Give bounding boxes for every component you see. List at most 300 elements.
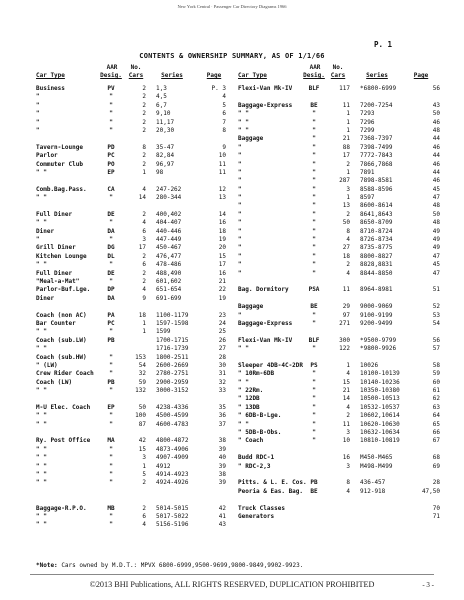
cell-series: 10140-10236 [360, 378, 400, 386]
cell-cars: 6 [142, 261, 146, 269]
cell-type: Peoria & Eas. Bag. [238, 487, 304, 495]
cell-type: Commuter Club [36, 160, 83, 168]
cell-page: 26 [218, 336, 226, 344]
table-row [238, 338, 438, 346]
cell-cars: 21 [342, 387, 350, 395]
header-page: Page [413, 72, 429, 79]
header-no: No. [130, 64, 142, 71]
cell-type: " " [36, 454, 47, 462]
cell-cars: 21 [342, 135, 350, 143]
cell-page: 5 [222, 101, 226, 109]
cell-desig: " [312, 118, 316, 126]
cell-series: 601,602 [156, 277, 182, 285]
cell-page: 67 [432, 437, 440, 445]
cell-series: 4907-4909 [156, 454, 189, 462]
cell-page: 62 [432, 395, 440, 403]
cell-desig: " [109, 412, 113, 420]
cell-series: 10620-10630 [360, 420, 400, 428]
note-text: Cars owned by M.D.T.: MPVX 6800-6999,9500-9699,9800-9849,9902-9923. [61, 562, 304, 569]
table-row [238, 170, 438, 178]
cell-desig: DA [107, 227, 115, 235]
cell-series: 1100-1179 [156, 311, 189, 319]
cell-page: 39 [218, 445, 226, 453]
cell-cars: 100 [135, 412, 146, 420]
table-row [36, 388, 232, 396]
cell-cars: 59 [138, 378, 146, 386]
cell-type: Coach (non AC) [36, 311, 87, 319]
cell-series: *6800-6999 [360, 85, 397, 92]
cell-series: 4912 [156, 462, 171, 470]
table-row [238, 212, 438, 220]
table-row [36, 405, 232, 413]
cell-desig: BE [310, 101, 318, 109]
cell-series: 10100-10139 [360, 370, 400, 378]
table-row [36, 438, 232, 446]
cell-series: 404-407 [156, 219, 182, 227]
cell-series: 7299 [360, 126, 375, 134]
cell-type: Full Diner [36, 269, 73, 277]
table-row [238, 220, 438, 228]
table-row [36, 413, 232, 421]
table-row [36, 287, 232, 295]
cell-series: 7772-7843 [360, 152, 393, 160]
right-car-list [238, 86, 438, 522]
cell-page: 20 [218, 244, 226, 252]
table-row [36, 455, 232, 463]
cell-type: " [238, 227, 242, 235]
cell-series: 10350-10380 [360, 387, 400, 395]
cell-cars: 11 [342, 420, 350, 428]
cell-series: 440-446 [156, 227, 182, 235]
cell-cars: 6 [142, 227, 146, 235]
cell-cars: 3 [142, 454, 146, 462]
cell-page: 39 [218, 462, 226, 470]
cell-cars: 88 [342, 143, 350, 151]
cell-cars: 1 [142, 328, 146, 336]
cell-cars: 9 [142, 294, 146, 302]
note-label: *Note: [36, 562, 58, 569]
cell-page: 31 [218, 370, 226, 378]
cell-desig: MB [107, 504, 115, 512]
cell-cars: 1 [142, 462, 146, 470]
cell-type: Full Diner [36, 210, 73, 218]
cell-series: 8597 [360, 194, 375, 202]
cell-type: " " [36, 387, 47, 395]
cell-type: Generators [238, 512, 275, 520]
cell-desig: " [109, 236, 113, 244]
cell-type: Bag. Dormitory [238, 286, 289, 294]
cell-series: 5017-5022 [156, 512, 189, 520]
cell-page: 71 [432, 512, 440, 520]
cell-series: 9100-9199 [360, 311, 393, 319]
cell-desig: " [312, 311, 316, 319]
cell-desig: " [109, 194, 113, 202]
cell-desig: " [312, 168, 316, 176]
cell-page: 16 [218, 219, 226, 227]
header-car-type: Car Type [238, 72, 267, 79]
table-row [36, 338, 232, 346]
cell-type: " " [36, 445, 47, 453]
cell-cars: 18 [342, 252, 350, 260]
cell-page: 12 [218, 185, 226, 193]
cell-type: " [238, 185, 242, 193]
cell-cars: 4 [142, 185, 146, 193]
cell-desig: " [109, 126, 113, 134]
cell-cars: 8 [346, 227, 350, 235]
cell-cars: 17 [342, 152, 350, 160]
cell-type: " [238, 252, 242, 260]
cell-cars: 4 [346, 487, 350, 495]
table-row [238, 321, 438, 329]
table-row [238, 371, 438, 379]
cell-desig: " [312, 126, 316, 134]
cell-type: " [36, 93, 40, 101]
cell-type: " " [36, 261, 47, 269]
cell-type: " " [36, 512, 47, 520]
cell-cars: 1 [142, 168, 146, 176]
cell-desig: " [109, 101, 113, 109]
cell-cars: 97 [342, 311, 350, 319]
cell-page: 9 [222, 143, 226, 151]
cell-desig: BE [310, 487, 318, 495]
table-row [36, 506, 232, 514]
header-page: Page [206, 72, 222, 79]
cell-type: " " [238, 126, 249, 134]
cell-series: 912-918 [360, 487, 386, 495]
table-row [238, 388, 438, 396]
cell-page: 53 [432, 311, 440, 319]
cell-type: " " [238, 345, 249, 353]
cell-cars: 15 [342, 378, 350, 386]
cell-page: 46 [432, 143, 440, 151]
cell-desig: " [312, 202, 316, 210]
cell-series: 1700-1715 [156, 336, 189, 344]
cell-page: P. 3 [211, 85, 226, 92]
cell-page: 68 [432, 454, 440, 462]
cell-page: 11 [218, 168, 226, 176]
cell-series: 9000-9069 [360, 303, 393, 311]
cell-series: 1716-1739 [156, 345, 189, 353]
cell-page: 46 [432, 177, 440, 185]
cell-type: Flexi-Van Mk-IV [238, 85, 293, 92]
document-title: CONTENTS & OWNERSHIP SUMMARY, AS OF 1/1/66 [139, 52, 325, 60]
cell-cars: 2 [142, 269, 146, 277]
cell-series: 7398-7499 [360, 143, 393, 151]
cell-type: " [238, 219, 242, 227]
cell-cars: 50 [138, 403, 146, 411]
cell-type: Baggage [238, 303, 264, 311]
cell-type: Baggage-Express [238, 319, 293, 327]
cell-type: Baggage-R.P.O. [36, 504, 87, 512]
cell-desig: BLF [308, 336, 320, 344]
cell-desig: " [312, 420, 316, 428]
cell-type: " [238, 244, 242, 252]
header-series: Series [161, 72, 183, 79]
cell-series: 2780-2751 [156, 370, 189, 378]
table-row [238, 430, 438, 438]
cell-cars: 4 [346, 236, 350, 244]
cell-cars: 153 [135, 353, 146, 361]
cell-type: " " [36, 479, 47, 487]
cell-series: 96,97 [156, 160, 175, 168]
cell-series: 691-699 [156, 294, 182, 302]
cell-desig: " [312, 403, 316, 411]
cell-type: Comb.Bag.Pass. [36, 185, 87, 193]
copyright-text: ©2013 BHI Publications, ALL RIGHTS RESERVED, DUPLICATION PROHIBITED [89, 580, 375, 589]
cell-desig: DP [107, 286, 115, 294]
cell-series: 8735-8775 [360, 244, 393, 252]
cell-page: 14 [218, 210, 226, 218]
cell-cars: 4 [346, 269, 350, 277]
cell-series: 1,3 [156, 85, 167, 92]
cell-page: 59 [432, 370, 440, 378]
cell-series: 450-467 [156, 244, 182, 252]
cell-page: 49 [432, 244, 440, 252]
cell-page: 43 [218, 521, 226, 529]
cell-desig: " [109, 353, 113, 361]
cell-desig: DA [107, 294, 115, 302]
cell-page: 45 [432, 261, 440, 269]
table-row [36, 296, 232, 304]
table-row [238, 136, 438, 144]
cell-type: " [238, 210, 242, 218]
cell-type: " " [36, 345, 47, 353]
table-row [238, 187, 438, 195]
cell-series: 98 [156, 168, 164, 176]
table-row [36, 103, 232, 111]
page-number: P. 1 [374, 40, 393, 49]
page-header-line: New York Central · Passenger Car Directory Diagrams 1966 [177, 4, 287, 9]
cell-page: 38 [218, 437, 226, 445]
cell-page: 22 [218, 286, 226, 294]
cell-desig: BE [310, 303, 318, 311]
cell-page: 44 [432, 135, 440, 143]
table-row [36, 447, 232, 455]
cell-cars: 6 [142, 512, 146, 520]
table-row [36, 480, 232, 488]
cell-desig: BLF [308, 85, 320, 92]
table-row [238, 254, 438, 262]
cell-series: 6,7 [156, 101, 167, 109]
table-row [36, 187, 232, 195]
cell-page: 6 [222, 110, 226, 118]
table-row [238, 111, 438, 119]
table-row [36, 229, 232, 237]
header-car-type: Car Type [36, 72, 65, 79]
cell-desig: DE [107, 210, 115, 218]
cell-desig: DG [107, 244, 115, 252]
cell-type: " [238, 177, 242, 185]
cell-type: " " [238, 420, 249, 428]
cell-cars: 4 [142, 521, 146, 529]
table-row [238, 380, 438, 388]
cell-cars: 122 [339, 345, 350, 353]
cell-page: 28 [432, 479, 440, 487]
cell-desig: DE [107, 269, 115, 277]
cell-page: 50 [432, 110, 440, 118]
cell-page: 40 [218, 454, 226, 462]
cell-cars: 29 [342, 303, 350, 311]
cell-desig: PC [107, 152, 115, 160]
cell-cars: 2 [142, 110, 146, 118]
cell-desig: " [312, 143, 316, 151]
cell-desig: PA [107, 311, 115, 319]
cell-page: 8 [222, 126, 226, 134]
table-row [238, 514, 438, 522]
cell-page: 49 [432, 227, 440, 235]
cell-series: 7898-8581 [360, 177, 393, 185]
table-row [238, 271, 438, 279]
table-row [36, 111, 232, 119]
cell-type: Coach (sub.HW) [36, 353, 87, 361]
cell-series: 7891 [360, 168, 375, 176]
cell-page: 36 [218, 412, 226, 420]
cell-type: " [36, 126, 40, 134]
cell-type: Sleeper 4DB-4C-2DR [238, 361, 304, 369]
cell-page: 50 [432, 210, 440, 218]
cell-desig: PSA [308, 286, 320, 294]
cell-cars: 2 [142, 277, 146, 285]
left-car-list [36, 86, 232, 531]
table-row [238, 153, 438, 161]
cell-type: " [238, 269, 242, 277]
cell-series: M498-M499 [360, 462, 393, 470]
cell-type: " " [36, 412, 47, 420]
cell-type: " " [36, 168, 47, 176]
cell-desig: " [109, 328, 113, 336]
cell-cars: 2 [142, 160, 146, 168]
cell-series: 8800-8827 [360, 252, 393, 260]
cell-type: Ry. Post Office [36, 437, 91, 445]
cell-page: 58 [432, 361, 440, 369]
cell-type: Tavern-Lounge [36, 143, 83, 151]
cell-page: 60 [432, 378, 440, 386]
table-row [36, 472, 232, 480]
table-row [36, 162, 232, 170]
header-cars: Cars [128, 72, 144, 79]
cell-series: 4873-4906 [156, 445, 189, 453]
cell-page: 56 [432, 85, 440, 92]
table-row [238, 203, 438, 211]
cell-series: M450-M465 [360, 454, 393, 462]
cell-type: " [36, 101, 40, 109]
table-row [36, 380, 232, 388]
cell-desig: CA [107, 185, 115, 193]
table-row [36, 254, 232, 262]
cell-desig: " [109, 361, 113, 369]
cell-type: " " [238, 118, 249, 126]
cell-series: 8726-8734 [360, 236, 393, 244]
cell-series: *9500-9799 [360, 336, 397, 344]
cell-cars: 4 [346, 370, 350, 378]
cell-page: 11 [218, 160, 226, 168]
cell-page: 19 [218, 294, 226, 302]
cell-series: 4238-4336 [156, 403, 189, 411]
cell-series: 20,30 [156, 126, 175, 134]
cell-desig: " [312, 160, 316, 168]
cell-series: 651-654 [156, 286, 182, 294]
cell-type: Flexi-Van Mk-IV [238, 336, 293, 344]
cell-page: 45 [432, 185, 440, 193]
cell-type: " 12DB [238, 395, 260, 403]
table-row [36, 514, 232, 522]
cell-cars: 271 [339, 319, 350, 327]
cell-desig: DL [107, 252, 115, 260]
ownership-note [36, 563, 303, 569]
cell-cars: 11 [342, 286, 350, 294]
cell-cars: 2 [142, 126, 146, 134]
cell-cars: 2 [142, 118, 146, 126]
cell-desig: MA [107, 437, 115, 445]
cell-page: 19 [218, 236, 226, 244]
cell-series: 10026 [360, 361, 379, 369]
table-row [238, 103, 438, 111]
cell-series: 4914-4923 [156, 470, 189, 478]
cell-type: " [238, 143, 242, 151]
cell-page: 13 [218, 194, 226, 202]
cell-type: " " [36, 470, 47, 478]
cell-page: 27 [218, 345, 226, 353]
cell-type: Diner [36, 294, 55, 302]
cell-desig: PD [107, 143, 115, 151]
table-row [238, 304, 438, 312]
cell-type: " (LW) [36, 361, 58, 369]
cell-cars: 5 [142, 470, 146, 478]
header-cars: Cars [330, 72, 346, 79]
table-row [36, 355, 232, 363]
cell-type: Baggage [238, 135, 264, 143]
cell-series: *9800-9926 [360, 345, 397, 353]
cell-series: 10632-10634 [360, 429, 400, 437]
cell-cars: 2 [346, 160, 350, 168]
table-row [238, 86, 438, 94]
cell-type: " " [238, 110, 249, 118]
cell-cars: 1 [346, 118, 350, 126]
cell-series: 4600-4783 [156, 420, 189, 428]
cell-cars: 2 [142, 101, 146, 109]
cell-desig: " [109, 479, 113, 487]
cell-cars: 50 [342, 219, 350, 227]
table-row [238, 296, 438, 304]
cell-cars: 3 [346, 462, 350, 470]
cell-cars: 15 [138, 445, 146, 453]
cell-series: 10602,10614 [360, 412, 400, 420]
cell-desig: " [312, 370, 316, 378]
cell-cars: 8 [346, 479, 350, 487]
cell-series: 10810-10819 [360, 437, 400, 445]
table-row [36, 170, 232, 178]
cell-cars: 117 [339, 85, 350, 92]
cell-series: 8844-8850 [360, 269, 393, 277]
cell-page: 18 [218, 227, 226, 235]
cell-cars: 4 [142, 286, 146, 294]
cell-desig: " [312, 219, 316, 227]
cell-type: " [238, 202, 242, 210]
cell-cars: 2 [142, 210, 146, 218]
table-row [238, 262, 438, 270]
cell-cars: 2 [142, 152, 146, 160]
table-row [238, 237, 438, 245]
cell-desig: " [312, 319, 316, 327]
cell-desig: " [109, 370, 113, 378]
cell-cars: 3 [142, 236, 146, 244]
cell-cars: 4 [346, 403, 350, 411]
cell-page: 47 [432, 252, 440, 260]
header-desig: Desig. [303, 72, 325, 79]
cell-type: " 13DB [238, 403, 260, 411]
cell-cars: 3 [346, 185, 350, 193]
cell-desig: PB [107, 378, 115, 386]
